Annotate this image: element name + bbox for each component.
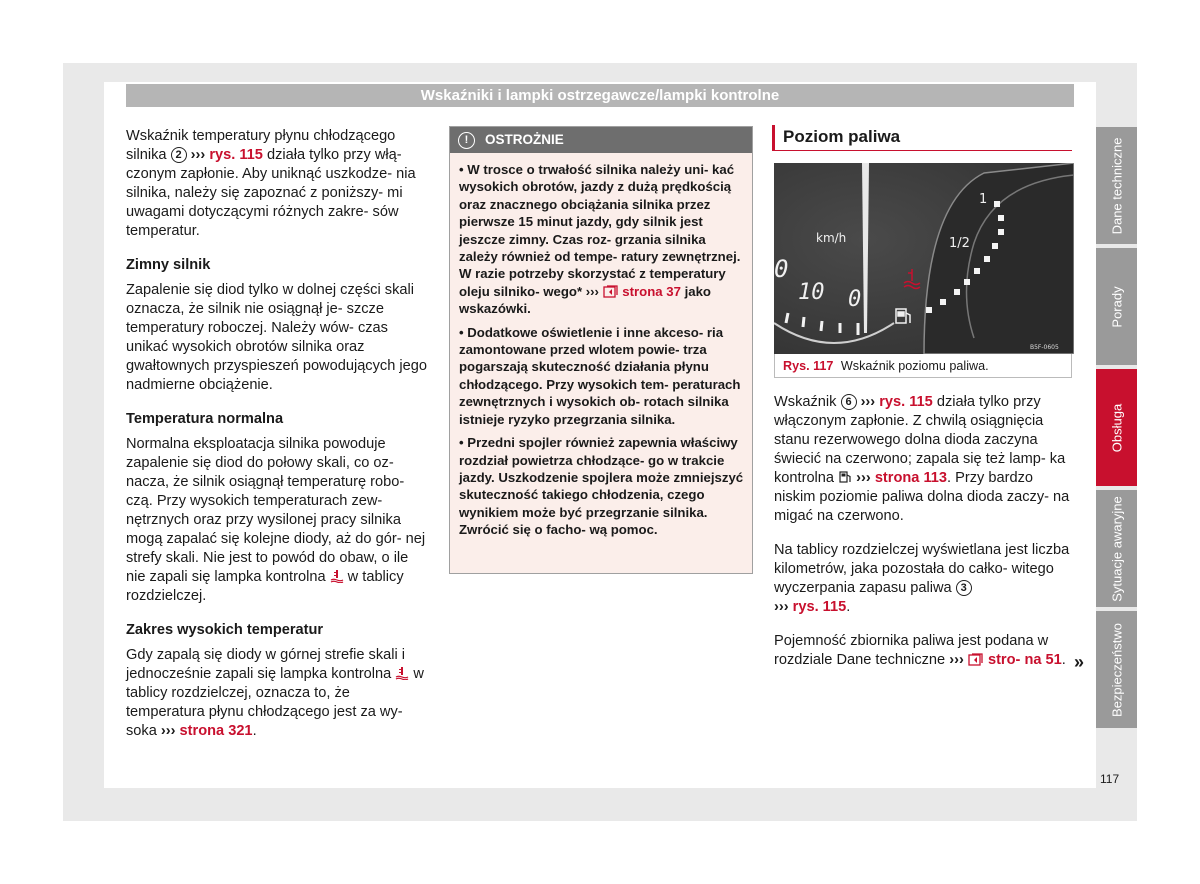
ref-link-page51[interactable]: stro- na 51 [987, 652, 1062, 668]
speed-0-label: 0 [774, 255, 789, 283]
image-code: B5F-0605 [1030, 344, 1059, 351]
high-temp-paragraph: Gdy zapalą się diody w górnej strefie skali i jednocześnie zapali się lampka kontrolna w tablicy rozdzielczej, oznacza to, że temperatura płynu chłodzącego jest za wy- soka ››› strona 321. [126, 647, 424, 739]
caution-title: OSTROŻNIE [485, 132, 564, 147]
ref-link-fig115[interactable]: rys. 115 [209, 147, 263, 163]
book-reference-icon [968, 653, 984, 666]
caution-bullet-2: • Dodatkowe oświetlenie i inne akceso- ria zamontowane przed wlotem powie- trza pogarszają skuteczność działania płynu chłodzącego. Przy wysokich tem- peraturach zewnętrznych i wysokich ob- rotach silnika istnieje ryzyko przegrzania silnika. [459, 324, 741, 427]
fuel-gauge-image [774, 163, 1074, 354]
fuel-paragraph-2: Na tablicy rozdzielczej wyświetlana jest liczba kilometrów, jaka pozostała do całko- witego wyczerpania zapasu paliwa 3 ››› rys. 115. [774, 542, 1070, 615]
chapter-header: Wskaźniki i lampki ostrzegawcze/lampki kontrolne [126, 84, 1074, 107]
fuel-paragraph-1: Wskaźnik 6 ››› rys. 115 działa tylko przy włączonym zapłonie. Z chwilą osiągnięcia stanu rezerwowego dolna dioda zaczyna świecić na czerwono; zapala się też lamp- ka kontrolna ››› strona 113. Przy bardzo niskim poziomie paliwa dolna dioda zaczy- na migać na czerwono. [774, 394, 1070, 524]
tab-sytuacje-awaryjne[interactable]: Sytuacje awaryjne [1096, 490, 1137, 607]
ref-link-page321[interactable]: strona 321 [179, 723, 253, 739]
fuel-gauge-figure [774, 163, 1074, 354]
tab-porady[interactable]: Porady [1096, 248, 1137, 365]
ref-link-page113[interactable]: strona 113 [874, 470, 948, 486]
coolant-temp-icon [330, 569, 344, 583]
figure-caption [774, 354, 1072, 378]
intro-paragraph: Wskaźnik temperatury płynu chłodzącego silnika 2 ››› rys. 115 działa tylko przy włą- czonym zapłonie. Aby uniknąć uszkodze- nia silnika, należy się zapoznać z poniższy- mi uwagami dotyczącymi różnych zakre- sów temperatur. [126, 128, 416, 239]
section-title-fuel: Poziom paliwa [772, 125, 1072, 151]
caution-header [450, 127, 752, 153]
fuel-warning-icon [838, 470, 852, 484]
continued-mark: » [1074, 652, 1085, 672]
heading-high-temp: Zakres wysokich temperatur [126, 622, 324, 638]
speed-0b-label: 0 [848, 287, 862, 312]
caution-box [449, 126, 753, 574]
fuel-paragraph-3: Pojemność zbiornika paliwa jest podana w rozdziale Dane techniczne ››› stro- na 51. [774, 633, 1066, 668]
fuel-full-label: 1 [979, 192, 988, 207]
caption-label: Rys. 117 [783, 359, 834, 373]
left-column [126, 127, 428, 756]
book-reference-icon [603, 285, 619, 298]
caption-text: Wskaźnik poziomu paliwa. [840, 359, 989, 373]
tab-obsluga[interactable]: Obsługa [1096, 369, 1137, 486]
tab-bezpieczenstwo[interactable]: Bezpieczeństwo [1096, 611, 1137, 728]
right-column [774, 393, 1072, 685]
callout-3: 3 [956, 580, 972, 596]
callout-2: 2 [171, 147, 187, 163]
cold-engine-paragraph: Zapalenie się diod tylko w dolnej części skali oznacza, że silnik nie osiągnął je- szcze temperatury roboczej. Należy wów- czas unikać wysokich obrotów silnika oraz gwałtownych przyspieszeń powodujących jego nadmierne obciążenie. [126, 282, 427, 393]
exclamation-icon: ! [458, 132, 475, 149]
heading-normal-temp: Temperatura normalna [126, 411, 284, 427]
fuel-half-label: 1/2 [949, 236, 970, 251]
caution-bullet-3: • Przedni spojler również zapewnia właściwy rozdział powietrza chłodzące- go w trakcie jazdy. Uszkodzenie spojlera może zmniejszyć skuteczność takiego chłodzenia, czego wynikiem może być przegrzanie silnika. Zwrócić się o facho- wą pomoc. [459, 435, 744, 538]
ref-link-page37[interactable]: strona 37 [622, 283, 681, 299]
kmh-label: km/h [816, 231, 847, 245]
callout-6: 6 [841, 394, 857, 410]
ref-link-fig115b[interactable]: rys. 115 [879, 394, 933, 410]
ref-link-fig115c[interactable]: rys. 115 [792, 599, 847, 615]
page-number: 117 [1100, 772, 1120, 786]
tab-dane-techniczne[interactable]: Dane techniczne [1096, 127, 1137, 244]
caution-body [450, 153, 752, 539]
speed-10-label: 10 [798, 280, 825, 305]
heading-cold-engine: Zimny silnik [126, 257, 211, 273]
caution-bullet-1: • W trosce o trwałość silnika należy uni- kać wysokich obrotów, jazdy z dużą prędkością oraz znacznego obciążania silnika przez pierwsze 15 minut jazdy, gdy silnik jest jeszcze zimny. Czas roz- grzania silnika zależy również od tempe- ratury zewnętrznej. W razie potrzeby skorzystać z temperatury oleju silniko- wego* ››› strona 37 jako wskazówki. [459, 162, 741, 317]
normal-temp-paragraph: Normalna eksploatacja silnika powoduje zapalenie się diod do połowy skali, co oz- nacza, że silnik osiągnął temperaturę robo- czą. Przy wysokich temperaturach zew- nętrznych oraz przy wysilonej pracy silnika mogą zapalać się kolejne diody, aż do gór- nej strefy skali. Nie jest to powód do obaw, o ile nie zapali się lampka kontrolna w tablicy rozdzielczej. [126, 436, 426, 604]
coolant-temp-icon [395, 666, 409, 680]
